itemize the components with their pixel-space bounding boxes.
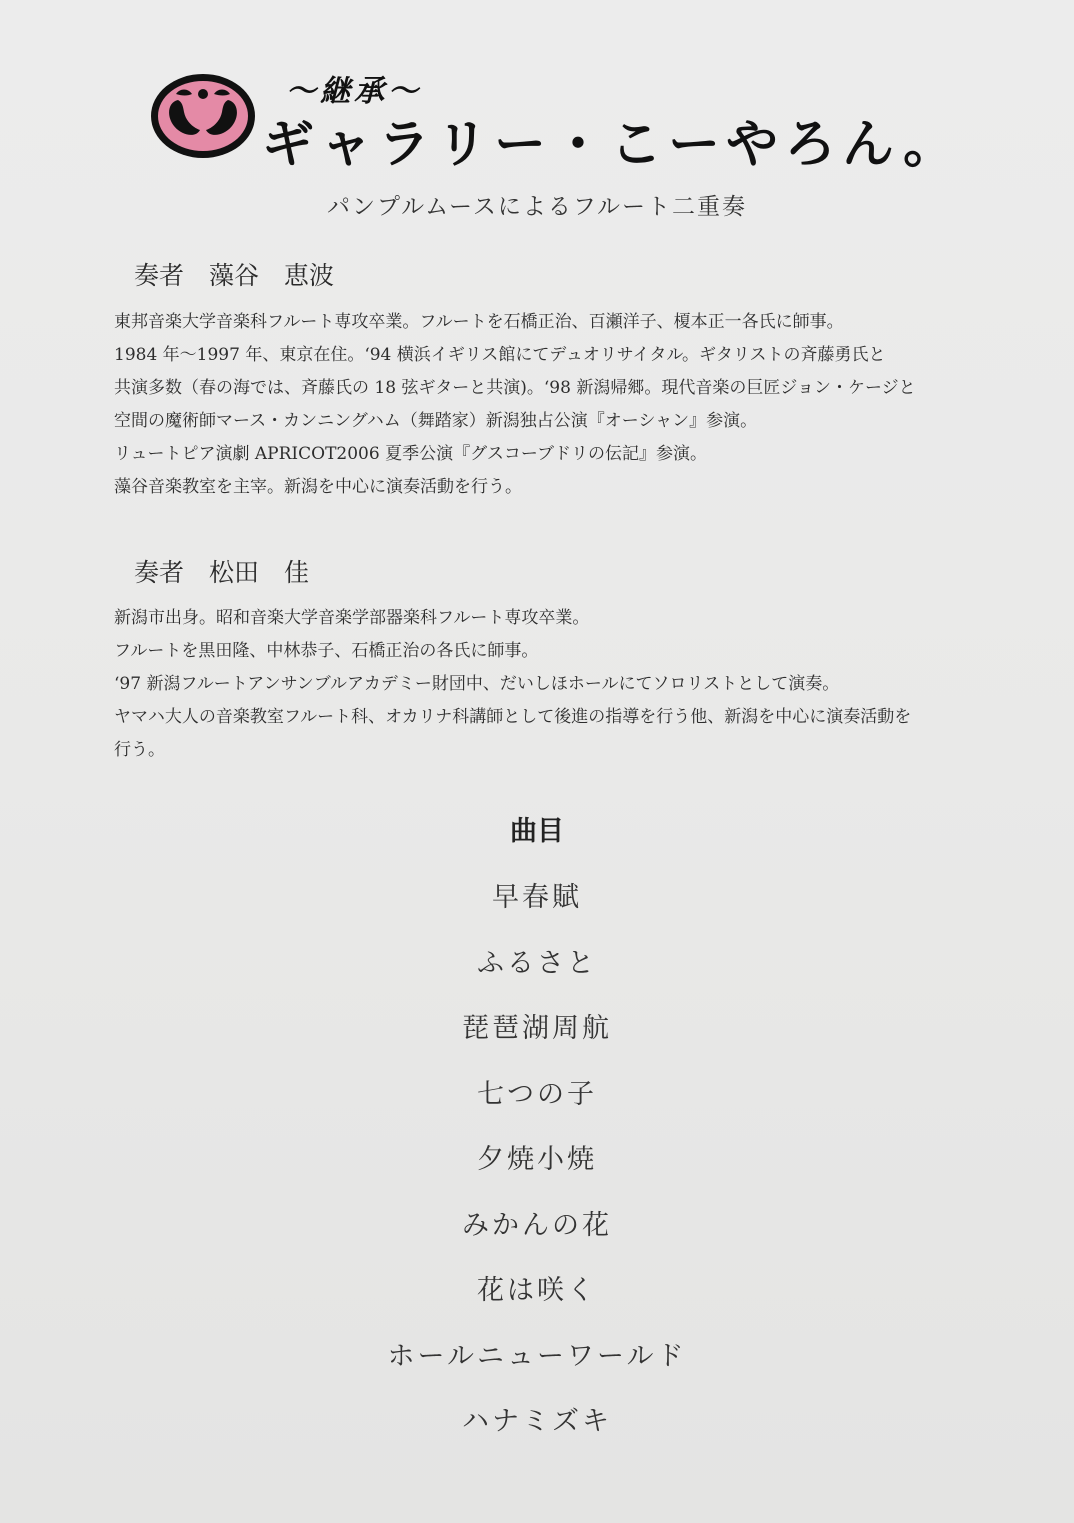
bio-line: 新潟市出身。昭和音楽大学音楽学部器楽科フルート専攻卒業。 bbox=[114, 608, 590, 628]
bio-line: 行う。 bbox=[114, 740, 165, 760]
program-item: 七つの子 bbox=[477, 1078, 597, 1110]
program-heading: 曲目 bbox=[510, 816, 564, 847]
header bbox=[148, 66, 962, 175]
bio-line: ヤマハ大人の音楽教室フルート科、オカリナ科講師として後進の指導を行う他、新潟を中心に演奏活動を bbox=[114, 707, 912, 727]
program-list bbox=[0, 808, 1074, 1464]
performer-heading-1: 奏者 藻谷 恵波 bbox=[134, 261, 335, 290]
bio-line: 東邦音楽大学音楽科フルート専攻卒業。フルートを石橋正治、百瀬洋子、榎本正一各氏に師事。 bbox=[114, 312, 844, 332]
performer-heading-2: 奏者 松田 佳 bbox=[134, 558, 310, 587]
bio-line: 1984 年〜1997 年、東京在住。‘94 横浜イギリス館にてデュオリサイタル。ギタリストの斉藤勇氏と bbox=[114, 345, 886, 365]
program-item: ハナミズキ bbox=[462, 1406, 612, 1437]
bio-line: ‘97 新潟フルートアンサンブルアカデミー財団中、だいしほホールにてソロリストとして演奏。 bbox=[114, 674, 840, 694]
bio-line: フルートを黒田隆、中林恭子、石橋正治の各氏に師事。 bbox=[114, 641, 539, 661]
performer-bio-2 bbox=[114, 602, 1034, 767]
performer-bio-1 bbox=[114, 306, 1034, 504]
bio-line: 藻谷音楽教室を主宰。新潟を中心に演奏活動を行う。 bbox=[114, 477, 522, 497]
program-item: 夕焼小焼 bbox=[477, 1144, 597, 1175]
bio-line: 共演多数（春の海では、斉藤氏の 18 弦ギターと共演)。‘98 新潟帰郷。現代音楽の巨匠ジョン・ケージと bbox=[114, 378, 916, 398]
program-item: ホールニューワールド bbox=[387, 1340, 687, 1372]
bio-line: 空間の魔術師マース・カンニングハム（舞踏家）新潟独占公演『オーシャン』参演。 bbox=[114, 411, 758, 431]
bio-line: リュートピア演劇 APRICOT2006 夏季公演『グスコーブドリの伝記』参演。 bbox=[114, 444, 708, 464]
program-item: 花は咲く bbox=[477, 1275, 597, 1306]
program-item: 早春賦 bbox=[492, 882, 582, 913]
logo-subtitle: 〜継承〜 bbox=[286, 74, 422, 109]
logo-title: ギャラリー・こーやろん。 bbox=[262, 115, 962, 175]
pink-circle-pepper-logo-icon bbox=[148, 72, 258, 160]
program-item: 琵琶湖周航 bbox=[462, 1013, 612, 1044]
concert-title: パンプルムースによるフルート二重奏 bbox=[327, 194, 747, 220]
program-item: ふるさと bbox=[477, 947, 597, 979]
program-item: みかんの花 bbox=[462, 1209, 612, 1241]
